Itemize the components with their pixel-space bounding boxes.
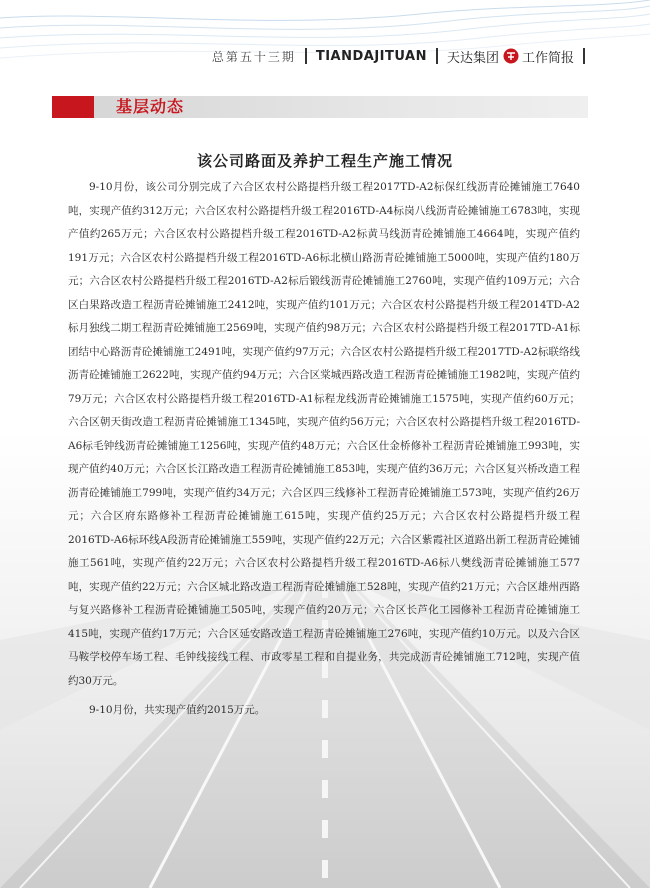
issue-number: 总第五十三期	[211, 49, 296, 64]
header-divider	[305, 48, 307, 64]
header-divider	[583, 48, 585, 64]
brand-chinese: 天达集团	[446, 50, 499, 66]
article-body	[68, 176, 580, 723]
section-bar	[52, 96, 588, 118]
section-marker	[52, 96, 94, 118]
article-paragraph-summary: 9-10月份，共实现产值约2015万元。	[89, 704, 266, 716]
brand-english: TIANDAJITUAN	[315, 48, 427, 64]
section-title: 基层动态	[116, 97, 185, 116]
page-header	[212, 44, 594, 68]
company-logo-icon	[503, 48, 519, 64]
article-title: 该公司路面及养护工程生产施工情况	[196, 152, 453, 170]
publication-name: 工作简报	[521, 50, 574, 66]
article-paragraph: 9-10月份，该公司分别完成了六合区农村公路提档升级工程2017TD-A2标保红线沥青砼摊铺施工7640吨，实现产值约312万元；六合区农村公路提档升级工程2016TD-A4标岗八线沥青砼摊铺施工6783吨，实现产值约265万元；六合区农村公路提档升级工程2016TD-A2标黄马线沥青砼摊铺施工4664吨，实现产值约191万元；六合区农村公路提档升级工程2016TD-A6标北横山路沥青砼摊铺施工5000吨，实现产值约180万元；六合区农村公路提档升级工程2016TD-A2标后锻线沥青砼摊铺施工2760吨，实现产值约109万元；六合区白果路改造工程沥青砼摊铺施工2412吨，实现产值约101万元；六合区农村公路提档升级工程2014TD-A2标月独线二期工程沥青砼摊铺施工2569吨，实现产值约98万元；六合区农村公路提档升级工程2017TD-A1标团结中心路沥青砼摊铺施工2491吨，实现产值约97万元；六合区农村公路提档升级工程2017TD-A2标联络线沥青砼摊铺施工2622吨，实现产值约94万元；六合区棠城西路改造工程沥青砼摊铺施工1982吨，实现产值约79万元；六合区农村公路提档升级工程2016TD-A1标程龙线沥青砼摊铺施工1575吨，实现产值约60万元；六合区朝天街改造工程沥青砼摊铺施工1345吨，实现产值约56万元；六合区农村公路提档升级工程2016TD-A6标毛钟线沥青砼摊铺施工1256吨，实现产值约48万元；六合区仕金桥修补工程沥青砼摊铺施工993吨，实现产值约40万元；六合区长江路改造工程沥青砼摊铺施工853吨，实现产值约36万元；六合区复兴桥改造工程沥青砼摊铺施工799吨，实现产值约34万元；六合区四三线修补工程沥青砼摊铺施工573吨，实现产值约26万元；六合区府东路修补工程沥青砼摊铺施工615吨，实现产值约25万元；六合区农村公路提档升级工程2016TD-A6标环线A段沥青砼摊铺施工559吨，实现产值约22万元；六合区紫霞社区道路出新工程沥青砼摊铺施工561吨，实现产值约22万元；六合区农村公路提档升级工程2016TD-A6标八樊线沥青砼摊铺施工577吨，实现产值约22万元；六合区城北路改造工程沥青砼摊铺施工528吨，实现产值约21万元；六合区雄州西路与复兴路修补工程沥青砼摊铺施工505吨，实现产值约20万元；六合区长芦化工园修补工程沥青砼摊铺施工415吨，实现产值约17万元；六合区延安路改造工程沥青砼摊铺施工276吨，实现产值约10万元。以及六合区马鞍学校停车场工程、毛钟线接线工程、市政零星工程和自提业务，共完成沥青砼摊铺施工712吨，实现产值约30万元。	[68, 181, 580, 687]
header-divider	[436, 48, 438, 64]
